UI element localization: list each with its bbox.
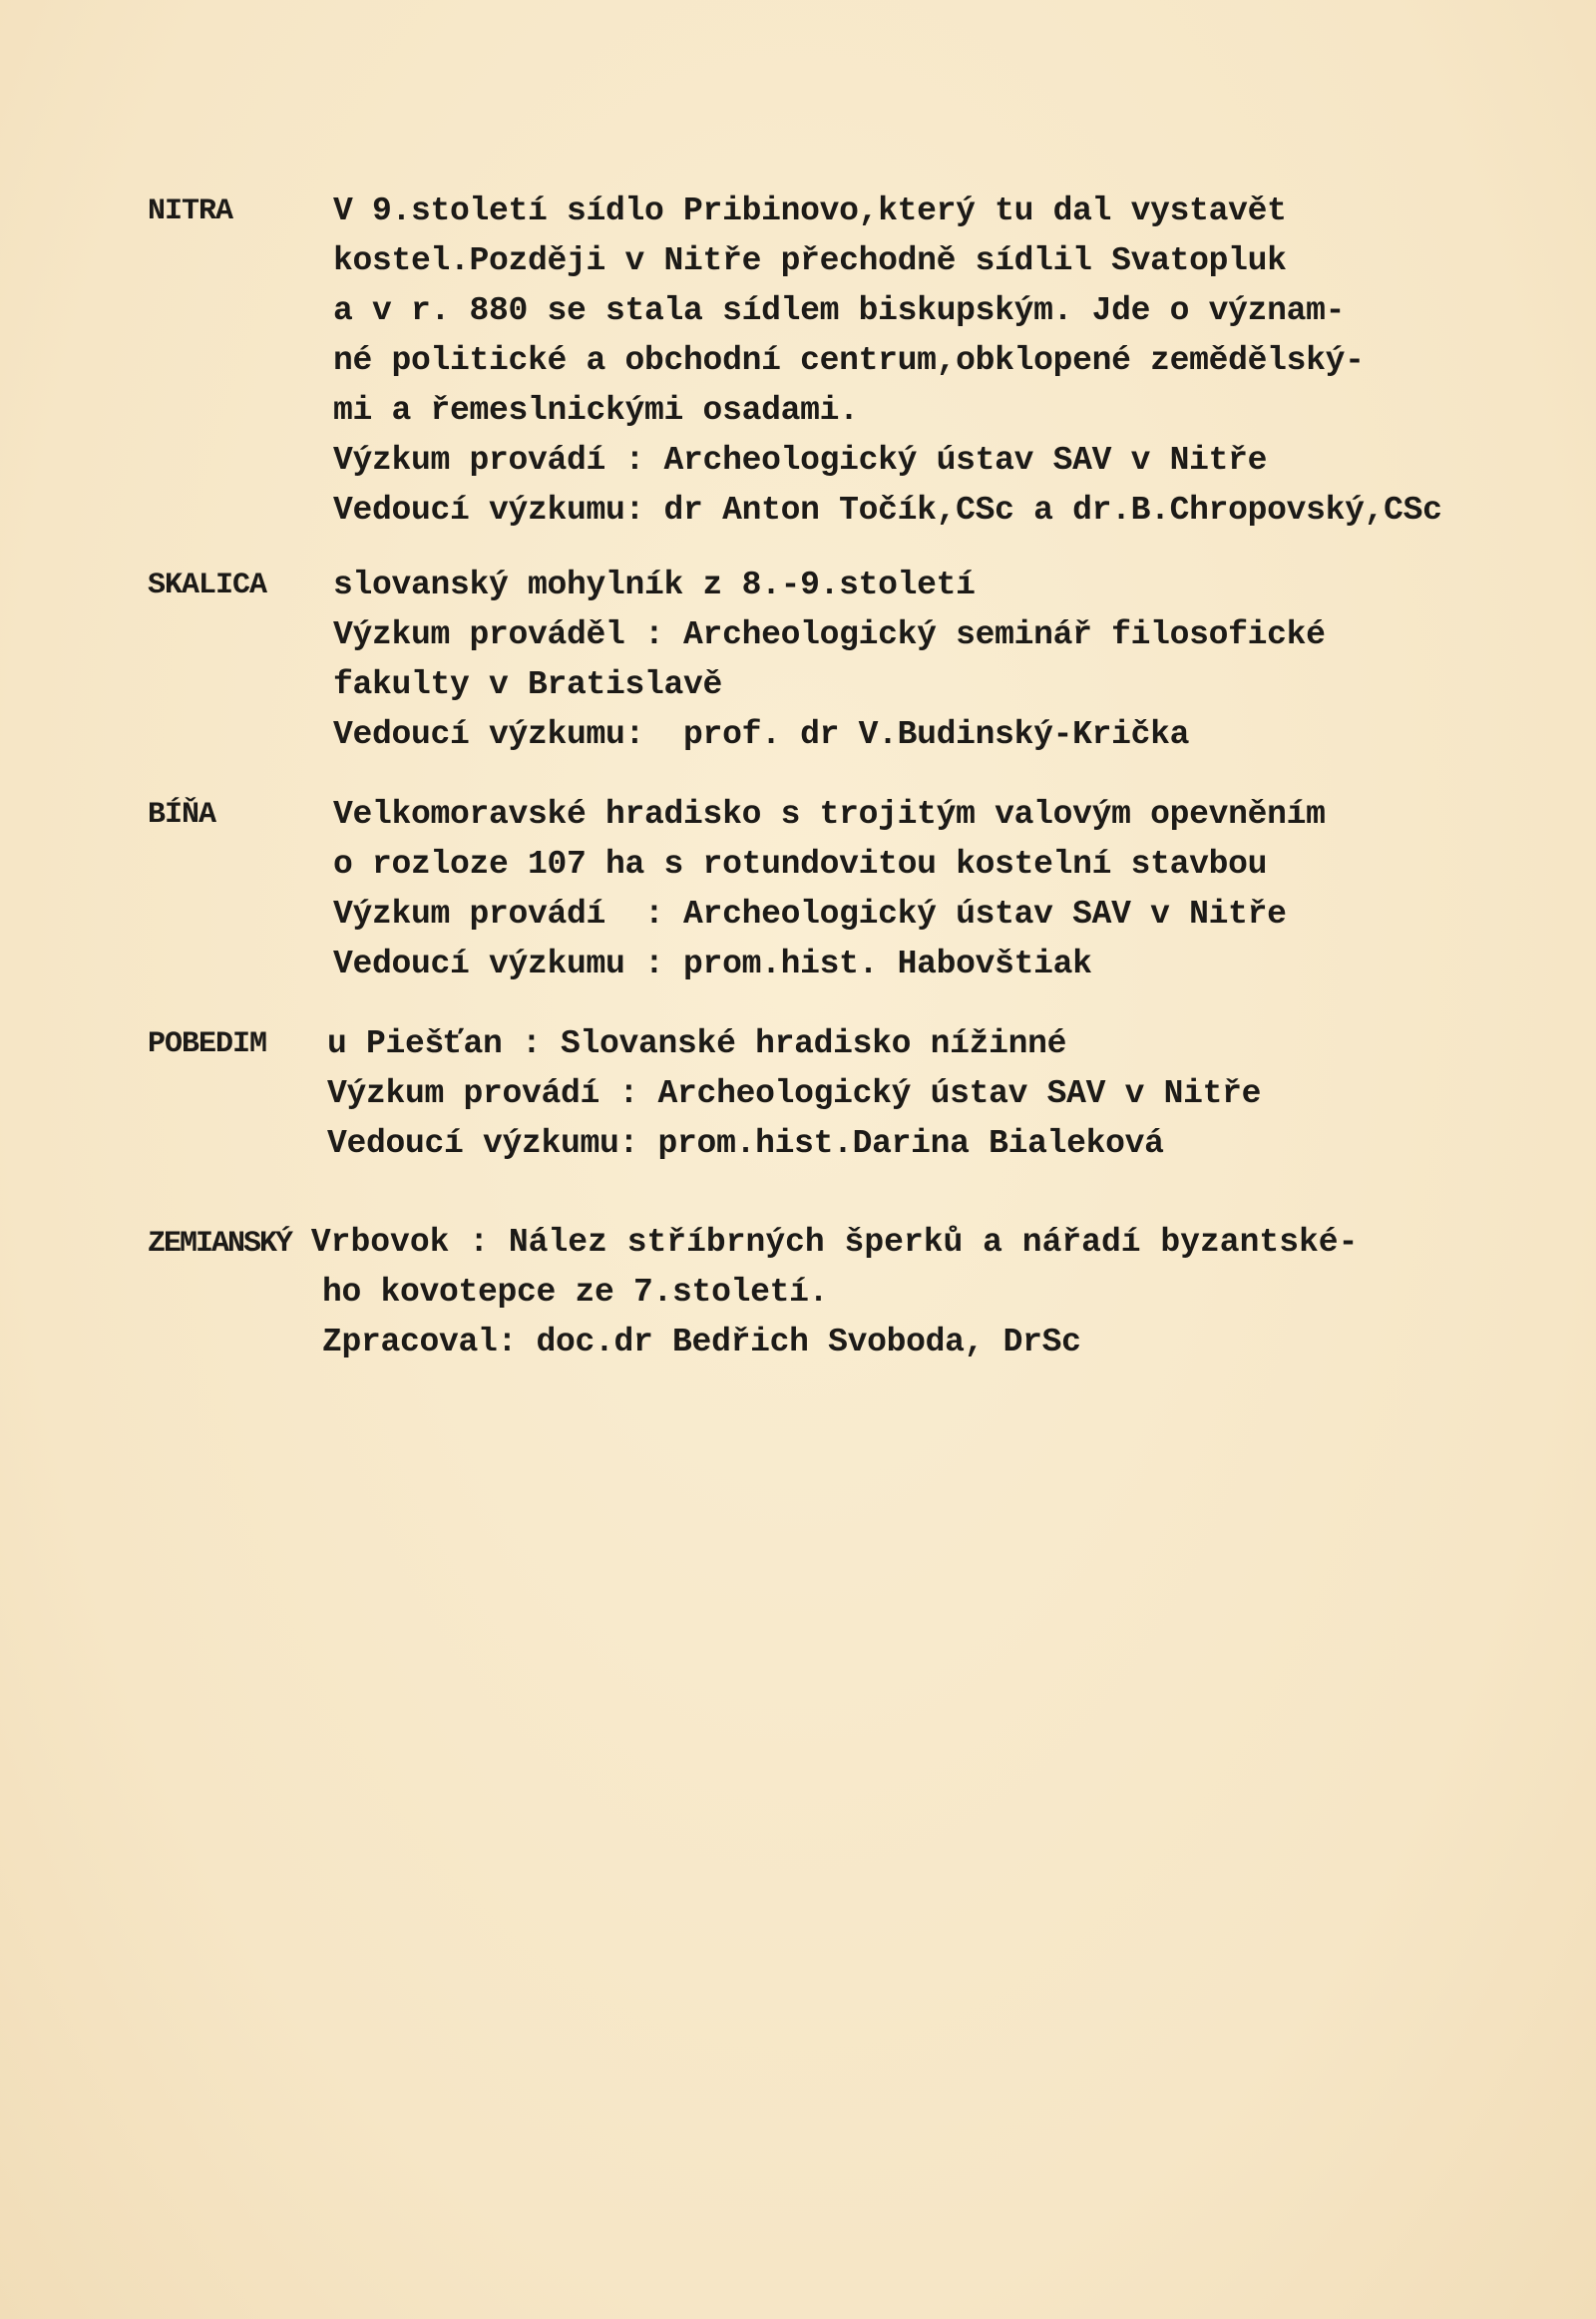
entry-line: u Piešťan : Slovanské hradisko nížinné <box>327 1025 1067 1062</box>
site-name: BÍŇA <box>148 798 216 832</box>
site-name: POBEDIM <box>148 1027 267 1061</box>
entry-line: Zpracoval: doc.dr Bedřich Svoboda, DrSc <box>322 1324 1081 1360</box>
entry-line: Vedoucí výzkumu: dr Anton Točík,CSc a dr.B.Chropovský,CSc <box>333 492 1442 529</box>
entry-line: fakulty v Bratislavě <box>333 666 723 703</box>
entry-line: Vedoucí výzkumu: prom.hist.Darina Bialeková <box>327 1125 1164 1162</box>
entry-line: Výzkum prováděl : Archeologický seminář filosofické <box>333 616 1326 653</box>
entry-line: Velkomoravské hradisko s trojitým valovým opevněním <box>333 796 1326 833</box>
site-name: SKALICA <box>148 569 267 602</box>
entry-line: mi a řemeslnickými osadami. <box>333 392 859 429</box>
entry-line: Výzkum provádí : Archeologický ústav SAV v Nitře <box>333 896 1287 933</box>
entry-line: kostel.Později v Nitře přechodně sídlil Svatopluk <box>333 242 1287 279</box>
site-name: NITRA <box>148 194 233 228</box>
entry-line: a v r. 880 se stala sídlem biskupským. Jde o význam- <box>333 292 1346 329</box>
entry-line: o rozloze 107 ha s rotundovitou kostelní stavbou <box>333 846 1268 883</box>
entry-line: Výzkum provádí : Archeologický ústav SAV v Nitře <box>333 442 1268 479</box>
entry-line: V 9.století sídlo Pribinovo,který tu dal vystavět <box>333 193 1287 229</box>
entry-line: né politické a obchodní centrum,obklopené zemědělský- <box>333 342 1365 379</box>
site-name: ZEMIANSKÝ <box>148 1227 292 1261</box>
entry-line: ho kovotepce ze 7.století. <box>322 1274 829 1311</box>
entry-line: slovanský mohylník z 8.-9.století <box>333 567 976 603</box>
entry-line: Výzkum provádí : Archeologický ústav SAV v Nitře <box>327 1075 1262 1112</box>
entry-first-line <box>148 1218 1358 1269</box>
entry-line: Vedoucí výzkumu : prom.hist. Habovštiak <box>333 946 1092 982</box>
entry-line: Vrbovok : Nález stříbrných šperků a nářadí byzantské- <box>310 1224 1359 1261</box>
entry-line: Vedoucí výzkumu: prof. dr V.Budinský-Krička <box>333 716 1190 753</box>
